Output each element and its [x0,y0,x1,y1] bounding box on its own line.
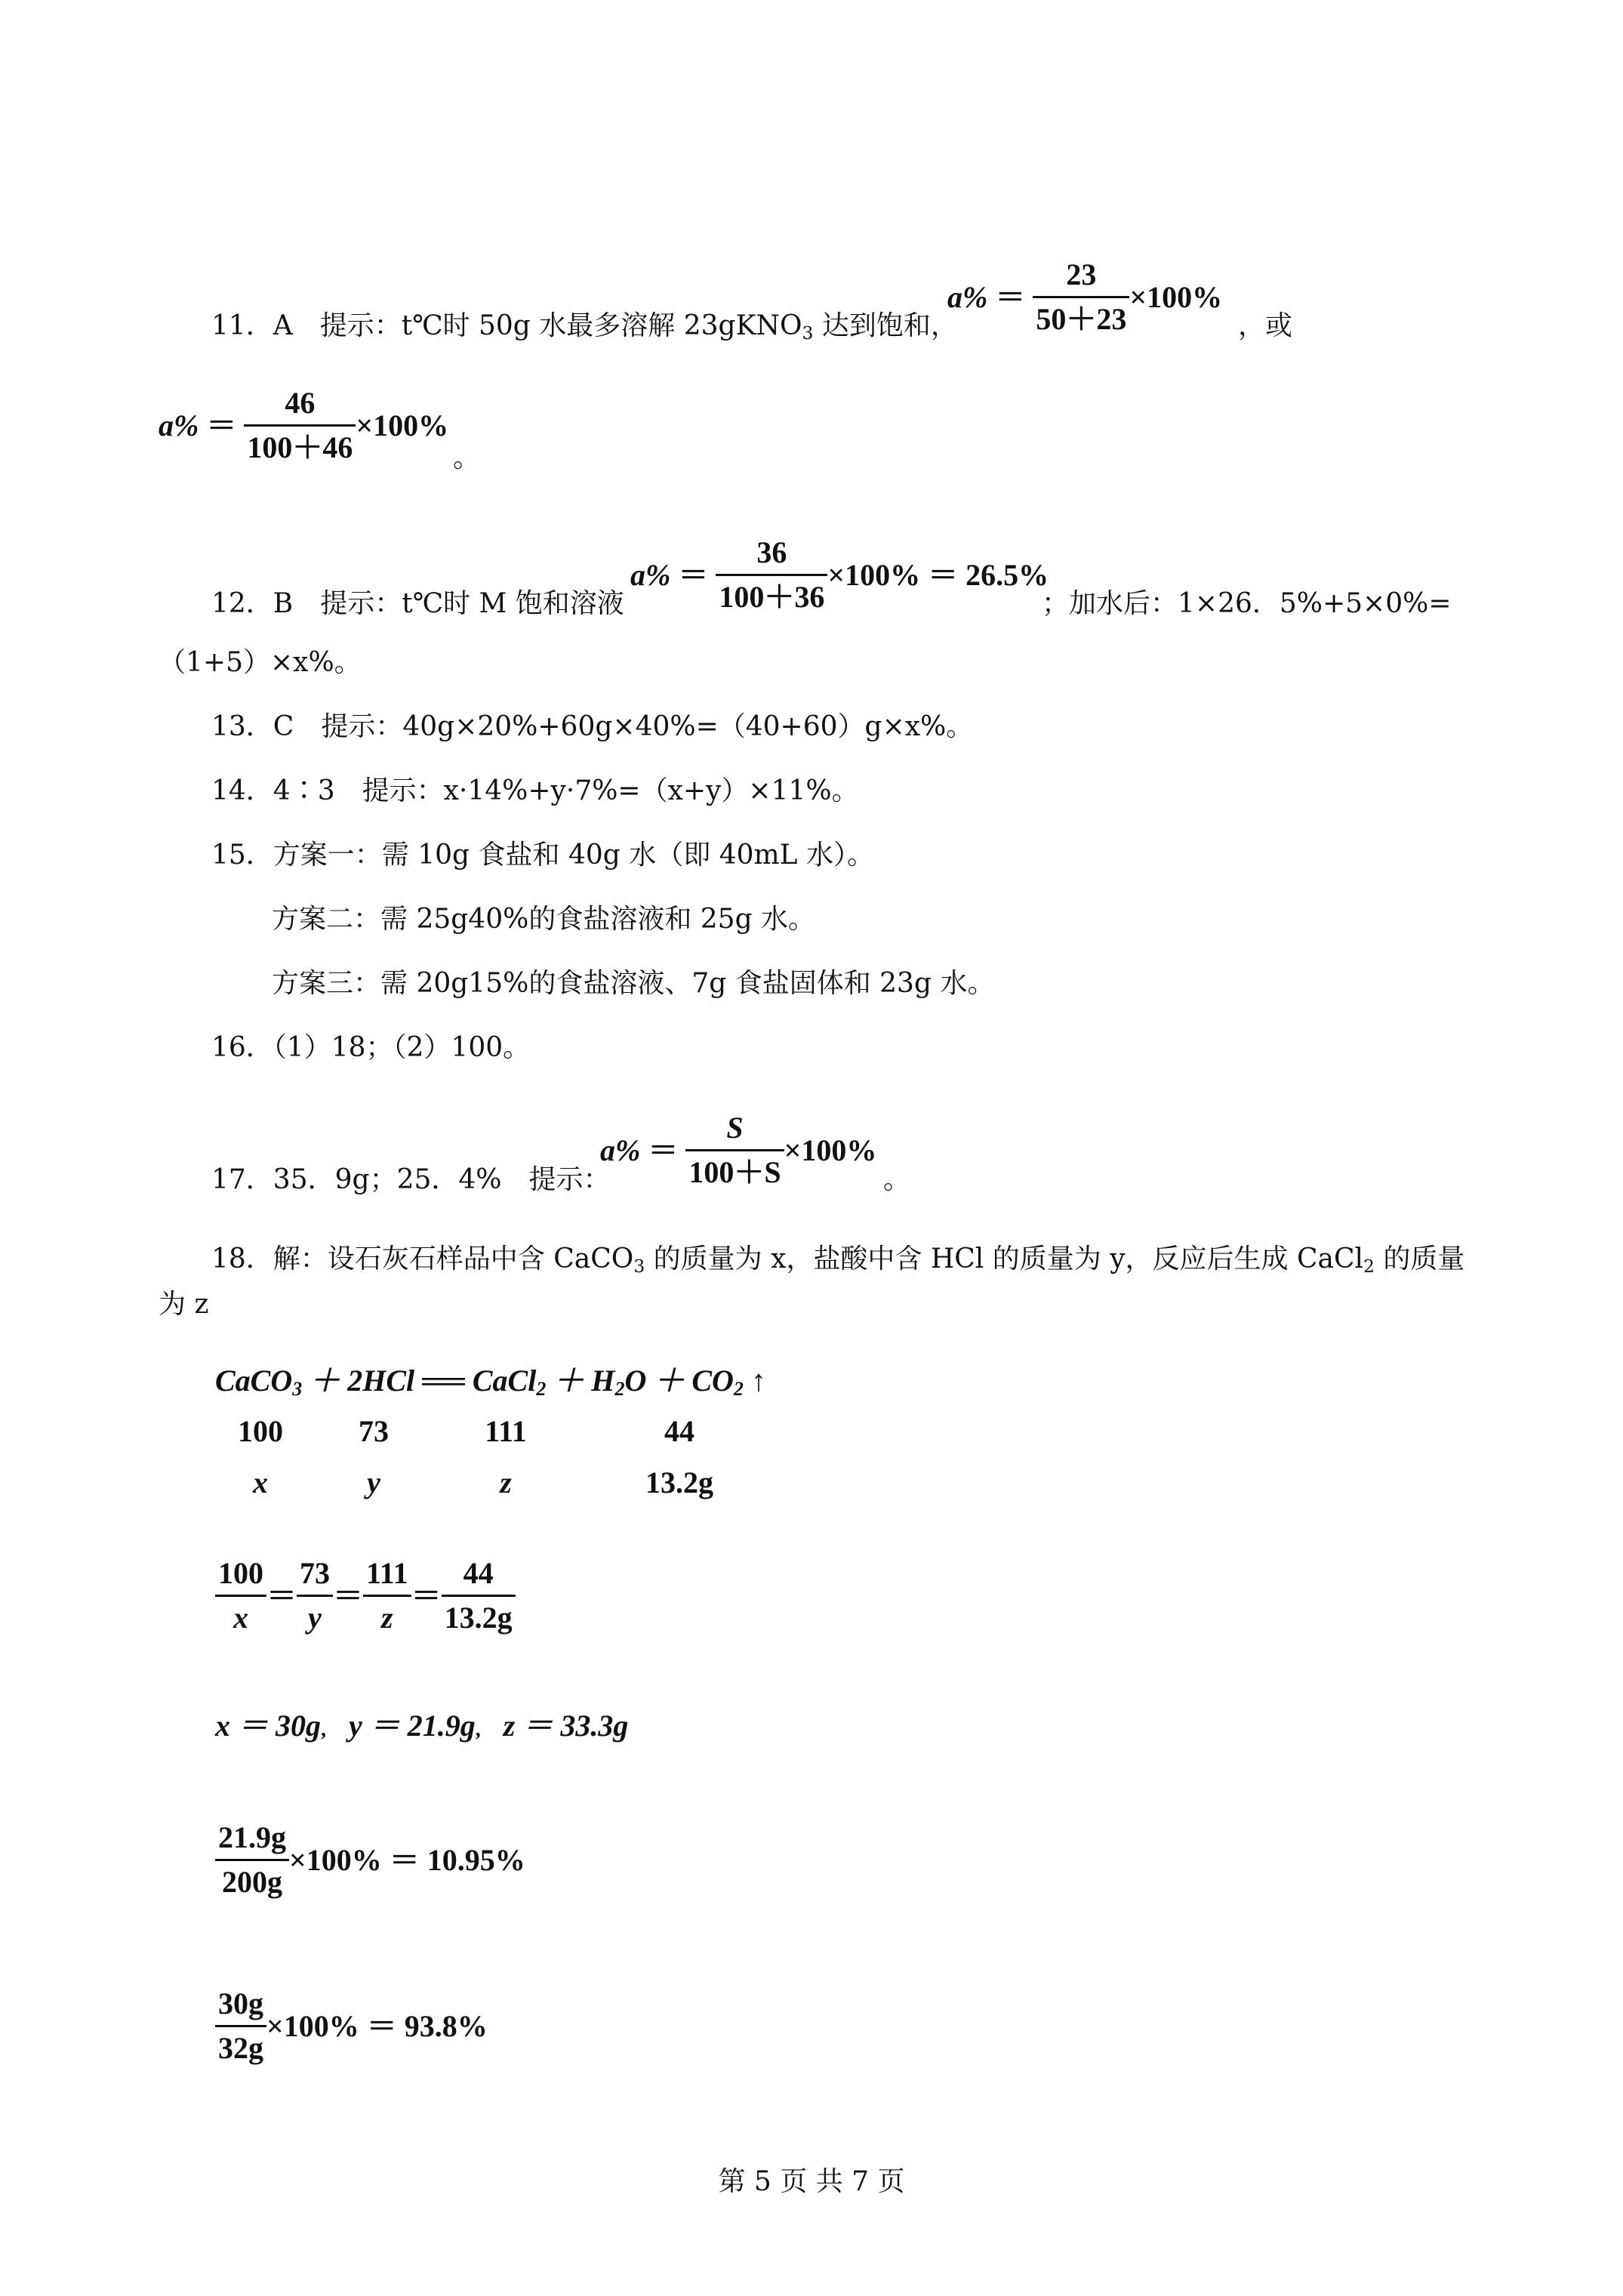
q11-formula-2: a% ＝ $\frac{46}{100+46}$ ×100% [159,386,449,464]
mass-co2: 44 [664,1414,694,1448]
q16-text: 16．（1）18；（2）100。 [211,1032,531,1063]
q18-hcl-percentage: $\frac{21.9g}{200g}$ ×100% ＝ 10.95% [215,1820,525,1900]
mass-cacl2: 111 [485,1414,527,1448]
q11-end: 。 [453,442,481,473]
q17-formula: a% ＝ $\frac{S}{100+S}$ ×100% [600,1111,877,1189]
var-y: y [367,1465,380,1499]
q18-line2: 为 z [159,1289,209,1320]
page-footer: 第 5 页 共 7 页 [718,2166,905,2197]
var-co2-mass: 13.2g [645,1465,713,1499]
q11-formula-1: a% ＝ $\frac{23}{50+23}$ ×100% [947,257,1223,336]
mass-hcl: 73 [359,1414,389,1448]
q12-after: ；加水后：1×26．5%+5×0%= [1042,588,1452,619]
q17-end: 。 [883,1164,911,1195]
q15-plan-1: 15．方案一：需 10g 食盐和 40g 水（即 40mL 水）。 [211,840,875,871]
q18-proportion: $\frac{100}{x}$ ＝ $\frac{73}{y}$ ＝ $\frac{111}{z}$ ＝ $\frac{44}{13.2g}$ [215,1555,516,1636]
var-z: z [500,1465,512,1499]
var-x: x [253,1465,268,1499]
q14-text: 14．4∶3 提示：x·14%+y·7%=（x+y）×11%。 [211,775,859,806]
q11-or: ，或 [1238,310,1293,341]
q17-text: 17．35．9g；25．4% 提示： [211,1164,611,1195]
q18-equation: CaCO$_3$ ＋ 2HCl ══ CaCl$_2$ ＋ $H_2O + CO_2$ ↑ [215,1364,766,1400]
q18-line1: 18．解：设石灰石样品中含 CaCO$_3$ 的质量为 x，盐酸中含 HCl 的质量为 y，反应后生成 CaCl$_2$ 的质量 [211,1244,1465,1277]
q15-plan-2: 方案二：需 25g40%的食盐溶液和 25g 水。 [272,904,816,935]
q11-text: 11．A 提示：t℃时 50g 水最多溶解 23gKNO$_3$ 达到饱和， [211,310,958,344]
q12-line2: （1+5）×x%。 [159,647,362,678]
q18-results: x ＝ 30g, y ＝ 21.9g, z ＝ 33.3g [215,1709,629,1743]
q12-formula: a% ＝ $\frac{36}{100+36}$ ×100% ＝ 26.5% [630,535,1049,614]
q18-caco3-purity: $\frac{30g}{32g}$ ×100% ＝ 93.8% [215,1986,488,2066]
q15-plan-3: 方案三：需 20g15%的食盐溶液、7g 食盐固体和 23g 水。 [272,968,995,999]
mass-caco3: 100 [238,1414,283,1448]
q12-text: 12．B 提示：t℃时 M 饱和溶液 [211,588,624,619]
q13-text: 13．C 提示：40g×20%+60g×40%=（40+60）g×x%。 [211,711,974,742]
